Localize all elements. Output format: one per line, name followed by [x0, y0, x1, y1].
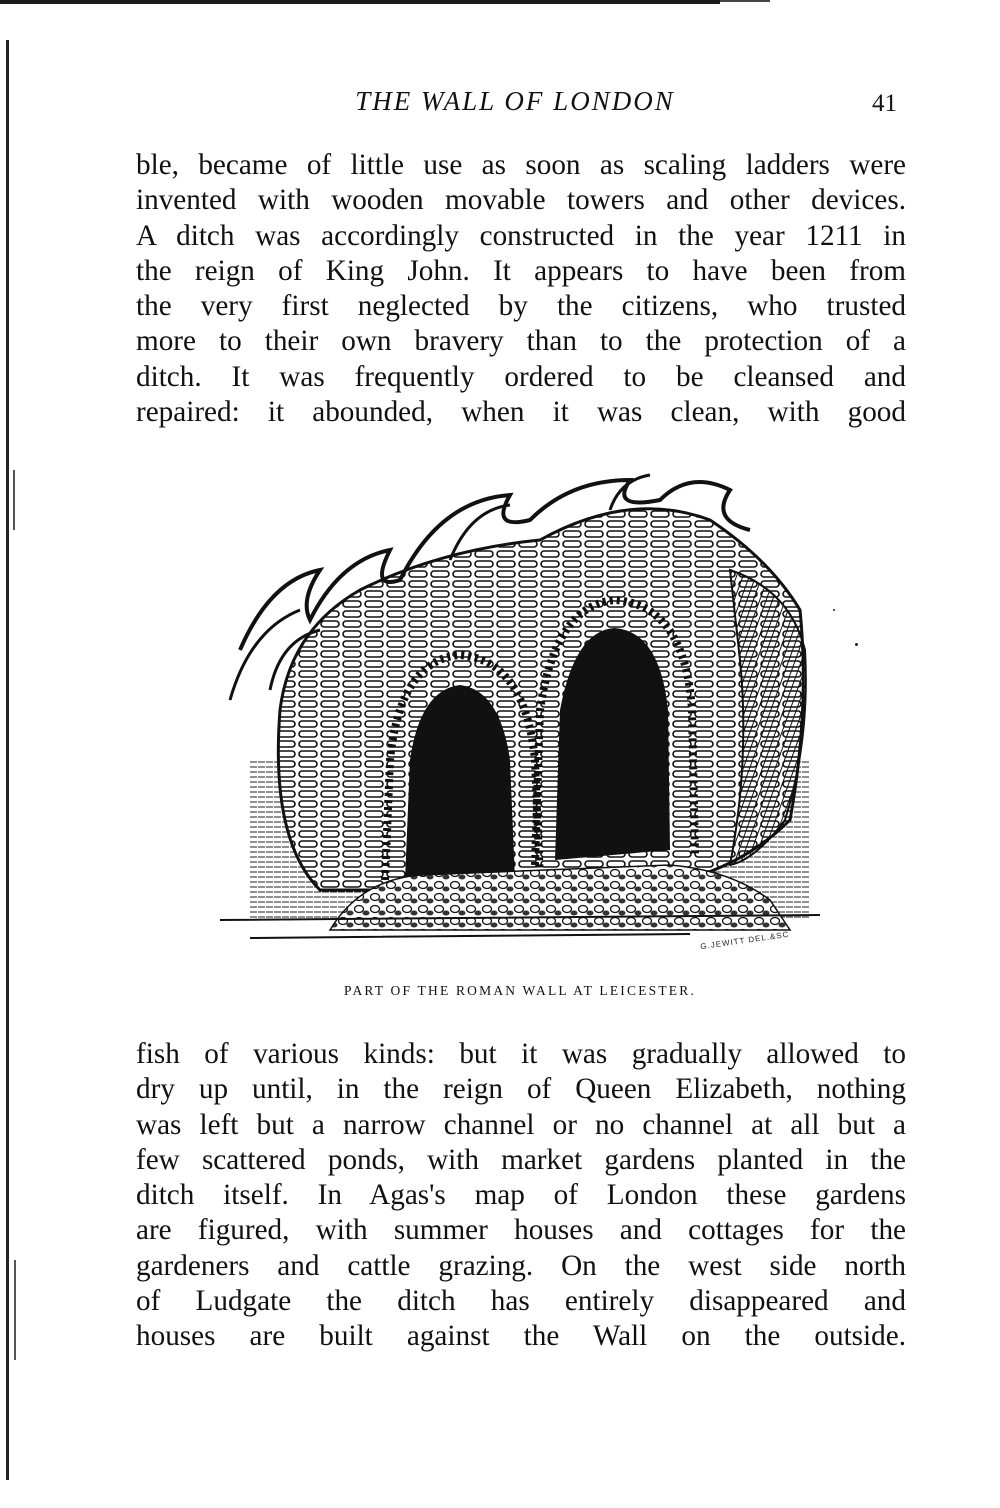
text-line: was left but a narrow channel or no channel at all but a — [136, 1108, 906, 1141]
text-line: fish of various kinds: but it was gradually allowed to — [136, 1038, 906, 1070]
text-line: gardeners and cattle grazing. On the west side north — [136, 1249, 906, 1282]
text-line: few scattered ponds, with market gardens planted in the — [136, 1143, 906, 1176]
top-rule-tail — [720, 0, 770, 2]
top-rule — [0, 0, 720, 4]
paragraph-2 — [136, 1037, 906, 1355]
paragraph-1 — [136, 148, 906, 430]
running-title: THE WALL OF LONDON — [355, 86, 675, 116]
page-header — [0, 86, 1000, 126]
text-line: ditch itself. In Agas's map of London these gardens — [136, 1179, 906, 1212]
ink-speck — [855, 643, 858, 646]
text-line: dry up until, in the reign of Queen Elizabeth, nothing — [136, 1073, 906, 1106]
text-line: A ditch was accordingly constructed in the year 1211 in — [136, 219, 906, 252]
text-line: repaired: it abounded, when it was clean, with good — [136, 396, 906, 429]
text-line: the very first neglected by the citizens, who trusted — [136, 290, 906, 323]
text-line: the reign of King John. It appears to have been from — [136, 254, 906, 287]
wall-masonry — [278, 509, 803, 890]
figure-caption: PART OF THE ROMAN WALL AT LEICESTER. — [343, 983, 697, 998]
scan-left-edge-mark — [14, 1260, 16, 1360]
text-line: invented with wooden movable towers and other devices. — [136, 184, 906, 217]
page-number: 41 — [872, 90, 897, 117]
roman-wall-engraving — [210, 460, 830, 960]
text-line: ble, became of little use as soon as scaling ladders were — [136, 149, 906, 181]
scan-left-edge — [6, 40, 9, 1480]
text-line: houses are built against the Wall on the outside. — [136, 1320, 906, 1353]
text-line: more to their own bravery than to the protection of a — [136, 325, 906, 358]
scan-left-edge-mark — [13, 470, 15, 530]
text-line: are figured, with summer houses and cottages for the — [136, 1214, 906, 1247]
text-line: ditch. It was frequently ordered to be cleansed and — [136, 360, 906, 393]
engraver-signature: G.JEWITT DEL.&SC — [699, 929, 790, 952]
ink-speck — [833, 609, 835, 611]
text-line: of Ludgate the ditch has entirely disappeared and — [136, 1285, 906, 1318]
